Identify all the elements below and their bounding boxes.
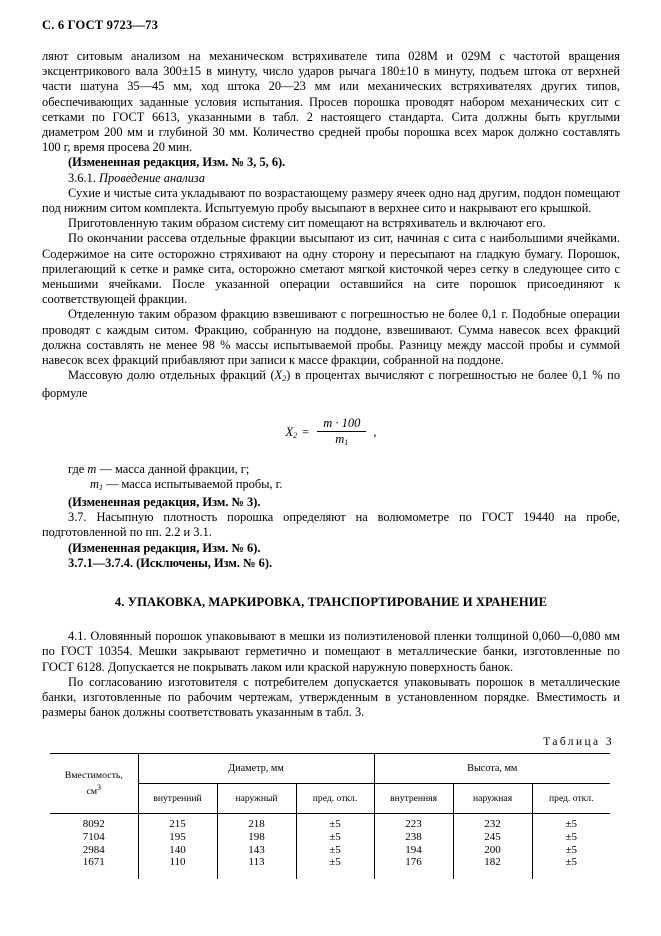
cell-height-outer: 182 [453, 856, 532, 879]
table-row [50, 814, 610, 831]
can-dimensions-table [50, 753, 610, 878]
page-header: С. 6 ГОСТ 9723—73 [42, 18, 159, 32]
table-header-height-tolerance: пред. откл. [549, 793, 594, 805]
cell-diameter-inner: 140 [138, 844, 217, 857]
legend-symbol-m1: $m_1$ [90, 476, 103, 492]
table-row [50, 831, 610, 844]
cell-height-outer: 245 [453, 831, 532, 844]
cell-height-inner: 194 [374, 844, 453, 857]
cell-diameter-outer: 143 [217, 844, 296, 857]
cell-height-outer: 200 [453, 844, 532, 857]
cell-diameter-tolerance: ±5 [296, 844, 374, 857]
cell-diameter-inner: 110 [138, 856, 217, 879]
table-row [50, 844, 610, 857]
formula-legend-line-1: где m — масса данной фракции, г; [68, 461, 250, 476]
variable-x2-subscript: 2 [282, 374, 287, 384]
paragraph-4: По окончании рассева отдельные фракции высыпают из сит, начиная с сита с наибольшими ячейками. Содержимое на сите осторожно стряхивают на одну сторону и пересыпают на гладкую бумагу. Порошок, прилегающий к сетке и рамке сита, осторожно сметают мягкой кисточкой через сетку в следующее сито с меньшими ячейками. После указанной операции оставшийся на сите порошок присоединяют к соответствующей фракции. [42, 231, 620, 307]
section-heading-4: 4. УПАКОВКА, МАРКИРОВКА, ТРАНСПОРТИРОВАНИЕ И ХРАНЕНИЕ [114, 595, 548, 610]
table-header-height-outer: наружная [453, 784, 532, 814]
paragraph-6-part-b: ) в процентах вычисляют с погрешностью не более 0,1 % по формуле [42, 368, 621, 401]
cell-height-inner: 238 [374, 831, 453, 844]
cell-height-tolerance: ±5 [565, 830, 578, 843]
cell-capacity: 1671 [50, 856, 138, 879]
cell-height-outer: 232 [453, 814, 532, 831]
formula-numerator: m · 100 [317, 417, 366, 432]
clause-4-1: 4.1. Оловянный порошок упаковывают в мешки из полиэтиленовой пленки толщиной 0,060—0,080 мм по ГОСТ 10354. Мешки закрывают герметично и помещают в металлические банки, изготовленные по ГОСТ 6128. Допускается не покрывать лаком или краской наружную поверхность банок. [42, 629, 620, 674]
formula-fraction [317, 417, 366, 449]
cell-height-inner: 223 [374, 814, 453, 831]
clause-4-2: По согласованию изготовителя с потребителем допускается упаковывать порошок в металлические банки, изготовленные по рабочим чертежам, утвержденным в установленном порядке. Вместимость и размеры банок должны соответствовать указанным в табл. 3. [42, 674, 620, 720]
legend-symbol-m: m [87, 461, 97, 476]
table-header-group-row [50, 754, 610, 784]
table-caption: Таблица 3 [543, 736, 614, 749]
table-header-diameter-inner: внутренний [138, 784, 217, 814]
cell-height-tolerance: ±5 [565, 818, 578, 831]
cell-diameter-tolerance: ±5 [296, 831, 374, 844]
cell-diameter-inner: 195 [138, 831, 217, 844]
table-row [50, 856, 610, 879]
cell-height-tolerance: ±5 [565, 856, 578, 869]
cell-capacity: 7104 [50, 831, 138, 844]
cell-diameter-outer: 218 [217, 814, 296, 831]
formula-legend-line-2: $m_1$ — масса испытываемой пробы, г. [90, 476, 283, 492]
table-header-diameter-tolerance: пред. откл. [296, 784, 374, 814]
clause-3-7-1-3-7-4: 3.7.1—3.7.4. (Исключены, Изм. № 6). [68, 555, 273, 570]
capacity-unit-exponent: 3 [97, 782, 102, 792]
cell-diameter-inner: 215 [138, 814, 217, 831]
clause-3-6-1 [42, 171, 620, 186]
formula-legend [42, 462, 620, 495]
formula-equals: = [302, 425, 310, 440]
formula-lhs: $X_2$ [285, 425, 298, 441]
amendment-note-2: (Измененная редакция, Изм. № 3). [68, 495, 261, 510]
cell-diameter-tolerance: ±5 [296, 814, 374, 831]
cell-capacity: 8092 [50, 814, 138, 831]
table-header-diameter-outer: наружный [217, 784, 296, 814]
paragraph-1: ляют ситовым анализом на механическом встряхивателе типа 028М и 029М с частотой вращения эксцентрикового вала 300±15 в минуту, число ударов рычага 180±10 в минуту, подъем штока от верхней части шатуна 35—45 мм, ход штока 20—23 мм или механических встряхивателях других типов, обеспечивающих заданные условия испытания. Просев порошка проводят набором механических сит с сетками по ГОСТ 6613, указанными в табл. 2 настоящего стандарта. Сита должны быть круглыми диаметром 200 мм и глубиной 30 мм. Количество средней пробы порошка всех марок должно составлять 100 г, время просева 20 мин. [42, 49, 620, 155]
clause-3-7: 3.7. Насыпную плотность порошка определяют на волюмометре по ГОСТ 19440 на пробе, подготовленной по пп. 2.2 и 3.1. [42, 510, 620, 540]
cell-diameter-outer: 198 [217, 831, 296, 844]
formula-x2 [42, 417, 620, 449]
paragraph-3: Приготовленную таким образом систему сит помещают на встряхиватель и включают его. [68, 216, 546, 231]
paragraph-2: Сухие и чистые сита укладывают по возрастающему размеру ячеек одно над другим, поддон помещают под нижним ситом комплекта. Испытуемую пробу высыпают в верхнее сито и накрывают его крышкой. [42, 185, 620, 216]
formula-denominator: $m_1$ [335, 431, 349, 447]
cell-capacity: 2984 [50, 844, 138, 857]
table-header-capacity: Вместимость, $см^3$ [50, 754, 138, 814]
clause-3-6-1-title: Проведение анализа [99, 170, 205, 185]
legend-symbol-m1-subscript: 1 [98, 482, 103, 492]
formula-denominator-subscript: 1 [344, 437, 349, 447]
formula-lhs-subscript: 2 [293, 431, 298, 441]
variable-x2: $X_2$ [274, 368, 287, 384]
formula-trailing-comma: , [373, 425, 377, 440]
cell-diameter-outer: 113 [217, 856, 296, 879]
paragraph-6-part-a: Массовую долю отдельных фракций ( [68, 368, 275, 383]
table-header-height-inner: внутренняя [374, 784, 453, 814]
cell-height-inner: 176 [374, 856, 453, 879]
table-header-height-group: Высота, мм [374, 754, 610, 784]
cell-height-tolerance: ±5 [565, 843, 578, 856]
formula-expression [286, 417, 377, 449]
table-header-diameter-group: Диаметр, мм [138, 754, 374, 784]
clause-3-6-1-number: 3.6.1. [68, 170, 96, 185]
amendment-note-3: (Измененная редакция, Изм. № 6). [68, 540, 261, 555]
cell-diameter-tolerance: ±5 [296, 856, 374, 879]
paragraph-5: Отделенную таким образом фракцию взвешивают с погрешностью не более 0,1 г. Подобные операции проводят с каждым ситом. Фракцию, собранную на поддоне, взвешивают. Сумма навесок всех фракций должна составлять не менее 98 % массы испытываемой пробы. Разницу между массой пробы и суммой навесок всех фракций прибавляют при записи к массе фракции, собранной на поддоне. [42, 307, 620, 368]
page-content [42, 18, 620, 879]
paragraph-6 [42, 368, 620, 401]
amendment-note-1: (Измененная редакция, Изм. № 3, 5, 6). [68, 155, 286, 170]
